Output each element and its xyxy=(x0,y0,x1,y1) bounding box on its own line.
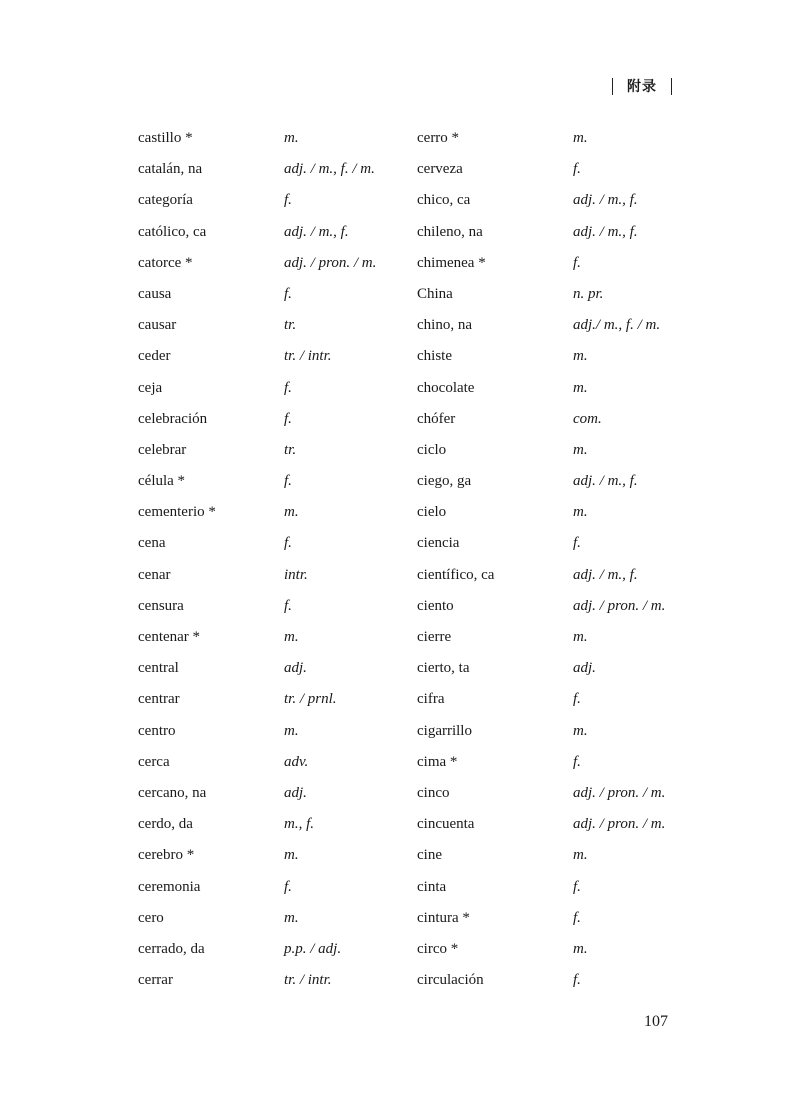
headword-right: cerro * xyxy=(417,130,460,146)
part-of-speech-left: m. xyxy=(284,130,299,146)
vocab-row xyxy=(138,310,698,341)
part-of-speech-left: adj. / pron. / m. xyxy=(284,254,377,271)
part-of-speech-right: adj. xyxy=(573,660,596,677)
headword-left: cena xyxy=(138,535,166,552)
headword-left: cenar xyxy=(138,566,171,583)
headword-right: chimenea * xyxy=(417,254,486,271)
headword-left: católico, ca xyxy=(138,223,207,240)
part-of-speech-left: tr. / intr. xyxy=(284,348,332,365)
part-of-speech-right: n. pr. xyxy=(573,285,604,302)
vocab-row xyxy=(138,840,698,871)
headword-right: chino, na xyxy=(417,317,472,334)
headword-left: categoría xyxy=(138,192,193,209)
part-of-speech-right: adj. / pron. / m. xyxy=(573,816,666,833)
headword-right: cerveza xyxy=(417,161,463,178)
part-of-speech-left: m. xyxy=(284,722,299,739)
vocab-row xyxy=(138,934,698,965)
vocab-row xyxy=(138,591,698,622)
part-of-speech-right: f. xyxy=(573,535,581,552)
vocab-row xyxy=(138,154,698,185)
part-of-speech-right: m. xyxy=(573,130,588,146)
part-of-speech-right: m. xyxy=(573,722,588,739)
headword-right: cierre xyxy=(417,629,452,645)
part-of-speech-left: m. xyxy=(284,629,299,645)
headword-right: cima * xyxy=(417,753,458,770)
headword-left: centrar xyxy=(138,691,180,708)
vocab-row xyxy=(138,404,698,435)
headword-left: ceremonia xyxy=(138,878,201,895)
headword-left: cerdo, da xyxy=(138,816,193,833)
part-of-speech-left: adj. / m., f. xyxy=(284,223,349,240)
vocab-row xyxy=(138,248,698,279)
headword-left: ceja xyxy=(138,379,163,396)
vocab-row xyxy=(138,653,698,684)
headword-right: ciencia xyxy=(417,535,460,552)
part-of-speech-right: adj. / m., f. xyxy=(573,192,638,209)
vocab-row xyxy=(138,716,698,747)
vocab-row xyxy=(138,622,698,653)
vocab-row xyxy=(138,684,698,715)
part-of-speech-right: f. xyxy=(573,972,581,989)
vocab-row xyxy=(138,217,698,248)
vocab-row xyxy=(138,497,698,528)
part-of-speech-left: intr. xyxy=(284,566,308,583)
part-of-speech-right: adj. / m., f. xyxy=(573,473,638,490)
vocab-row xyxy=(138,373,698,404)
vocab-row xyxy=(138,123,698,154)
part-of-speech-left: tr. / intr. xyxy=(284,972,332,989)
part-of-speech-right: m. xyxy=(573,504,588,521)
headword-right: cierto, ta xyxy=(417,660,470,677)
headword-right: chocolate xyxy=(417,379,475,396)
header-divider-left xyxy=(612,78,613,95)
part-of-speech-right: f. xyxy=(573,753,581,770)
part-of-speech-right: adj. / m., f. xyxy=(573,566,638,583)
part-of-speech-left: f. xyxy=(284,597,292,614)
headword-right: circulación xyxy=(417,972,484,989)
part-of-speech-right: adj. / m., f. xyxy=(573,223,638,240)
part-of-speech-right: f. xyxy=(573,161,581,178)
part-of-speech-right: m. xyxy=(573,847,588,864)
headword-left: cerrar xyxy=(138,972,173,989)
vocab-row xyxy=(138,560,698,591)
part-of-speech-left: tr. / prnl. xyxy=(284,691,337,708)
part-of-speech-left: adj. xyxy=(284,784,307,801)
part-of-speech-left: f. xyxy=(284,192,292,209)
headword-left: célula * xyxy=(138,473,186,490)
part-of-speech-left: m. xyxy=(284,847,299,864)
headword-right: chiste xyxy=(417,348,452,365)
part-of-speech-left: tr. xyxy=(284,317,297,334)
vocab-row xyxy=(138,185,698,216)
part-of-speech-left: f. xyxy=(284,410,292,427)
part-of-speech-right: f. xyxy=(573,254,581,271)
headword-left: centenar * xyxy=(138,629,201,645)
part-of-speech-left: f. xyxy=(284,285,292,302)
part-of-speech-left: adj. / m., f. / m. xyxy=(284,161,375,178)
headword-left: cerrado, da xyxy=(138,940,205,957)
headword-right: chileno, na xyxy=(417,223,483,240)
headword-left: catorce * xyxy=(138,254,193,271)
vocab-row xyxy=(138,279,698,310)
part-of-speech-right: adj./ m., f. / m. xyxy=(573,317,661,334)
part-of-speech-right: com. xyxy=(573,410,602,427)
vocab-row xyxy=(138,466,698,497)
part-of-speech-right: m. xyxy=(573,441,588,458)
headword-right: ciclo xyxy=(417,441,447,458)
headword-right: ciego, ga xyxy=(417,473,472,490)
headword-left: cerebro * xyxy=(138,847,195,864)
part-of-speech-left: f. xyxy=(284,535,292,552)
part-of-speech-right: adj. / pron. / m. xyxy=(573,597,666,614)
vocab-row xyxy=(138,528,698,559)
vocab-row xyxy=(138,747,698,778)
headword-right: chico, ca xyxy=(417,192,471,209)
headword-left: centro xyxy=(138,722,176,739)
vocab-row xyxy=(138,435,698,466)
headword-right: cincuenta xyxy=(417,816,475,833)
headword-right: ciento xyxy=(417,597,454,614)
headword-left: cercano, na xyxy=(138,784,207,801)
part-of-speech-right: m. xyxy=(573,629,588,645)
part-of-speech-left: f. xyxy=(284,379,292,396)
header-divider-right xyxy=(671,78,672,95)
headword-left: castillo * xyxy=(138,130,193,146)
part-of-speech-left: p.p. / adj. xyxy=(284,940,342,957)
headword-right: chófer xyxy=(417,410,456,427)
headword-left: censura xyxy=(138,597,184,614)
vocab-row xyxy=(138,778,698,809)
headword-right: científico, ca xyxy=(417,566,495,583)
part-of-speech-right: f. xyxy=(573,691,581,708)
running-header xyxy=(612,74,672,98)
part-of-speech-left: adj. xyxy=(284,660,307,677)
headword-right: China xyxy=(417,285,453,302)
part-of-speech-left: f. xyxy=(284,878,292,895)
part-of-speech-right: adj. / pron. / m. xyxy=(573,784,666,801)
headword-left: cementerio * xyxy=(138,504,216,521)
vocab-row xyxy=(138,903,698,934)
part-of-speech-left: f. xyxy=(284,473,292,490)
headword-right: cinta xyxy=(417,878,447,895)
headword-left: ceder xyxy=(138,348,171,365)
headword-right: cinco xyxy=(417,784,450,801)
vocab-row xyxy=(138,341,698,372)
vocab-row xyxy=(138,965,698,996)
vocab-row xyxy=(138,872,698,903)
part-of-speech-right: m. xyxy=(573,940,588,957)
headword-right: cielo xyxy=(417,504,447,521)
part-of-speech-right: f. xyxy=(573,909,581,926)
part-of-speech-right: f. xyxy=(573,878,581,895)
part-of-speech-right: m. xyxy=(573,348,588,365)
headword-right: circo * xyxy=(417,940,459,957)
section-title: 附录 xyxy=(627,79,657,95)
part-of-speech-left: adv. xyxy=(284,753,309,770)
part-of-speech-right: m. xyxy=(573,379,588,396)
part-of-speech-left: tr. xyxy=(284,441,297,458)
headword-left: causa xyxy=(138,285,172,302)
headword-right: cintura * xyxy=(417,909,470,926)
part-of-speech-left: m. xyxy=(284,504,299,521)
headword-right: cifra xyxy=(417,691,445,708)
headword-left: causar xyxy=(138,317,177,334)
headword-left: catalán, na xyxy=(138,161,203,178)
headword-left: cerca xyxy=(138,753,170,770)
headword-right: cine xyxy=(417,847,442,864)
headword-left: central xyxy=(138,660,179,677)
page-number: 107 xyxy=(644,1013,668,1030)
headword-left: cero xyxy=(138,909,164,926)
headword-left: celebración xyxy=(138,410,208,427)
part-of-speech-left: m., f. xyxy=(284,816,314,833)
vocabulary-table xyxy=(138,123,698,996)
headword-left: celebrar xyxy=(138,441,187,458)
part-of-speech-left: m. xyxy=(284,909,299,926)
vocab-row xyxy=(138,809,698,840)
headword-right: cigarrillo xyxy=(417,722,472,739)
